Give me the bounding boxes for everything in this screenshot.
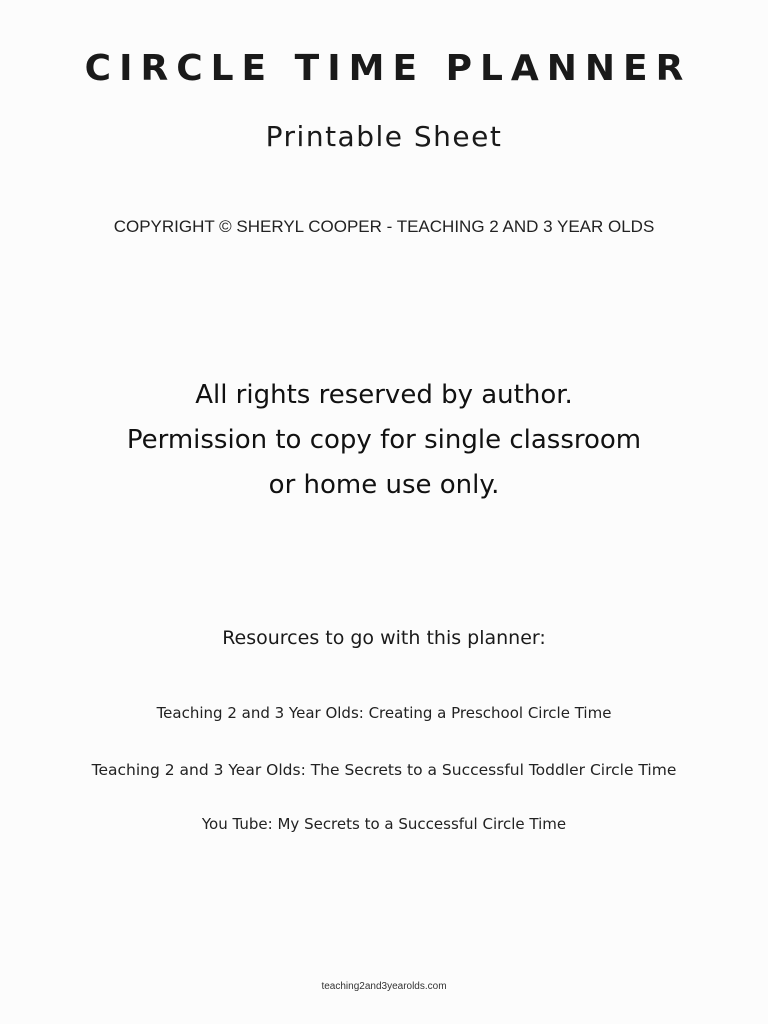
footer-website[interactable]: teaching2and3yearolds.com <box>321 981 447 992</box>
resource-link-toddler-circle-time[interactable]: Teaching 2 and 3 Year Olds: The Secrets to a Successful Toddler Circle Time <box>91 761 677 779</box>
rights-line-3: or home use only. <box>268 470 500 500</box>
rights-line-1: All rights reserved by author. <box>195 380 573 410</box>
resource-link-preschool-circle-time[interactable]: Teaching 2 and 3 Year Olds: Creating a Preschool Circle Time <box>156 704 612 722</box>
rights-statement <box>0 373 768 508</box>
resource-link-youtube-circle-time[interactable]: You Tube: My Secrets to a Successful Circle Time <box>201 815 567 833</box>
copyright-notice: COPYRIGHT © SHERYL COOPER - TEACHING 2 AND 3 YEAR OLDS <box>113 217 655 236</box>
page-subtitle: Printable Sheet <box>265 120 503 153</box>
rights-line-2: Permission to copy for single classroom <box>126 425 642 455</box>
page-title: CIRCLE TIME PLANNER <box>84 48 692 89</box>
resources-heading: Resources to go with this planner: <box>222 627 546 649</box>
